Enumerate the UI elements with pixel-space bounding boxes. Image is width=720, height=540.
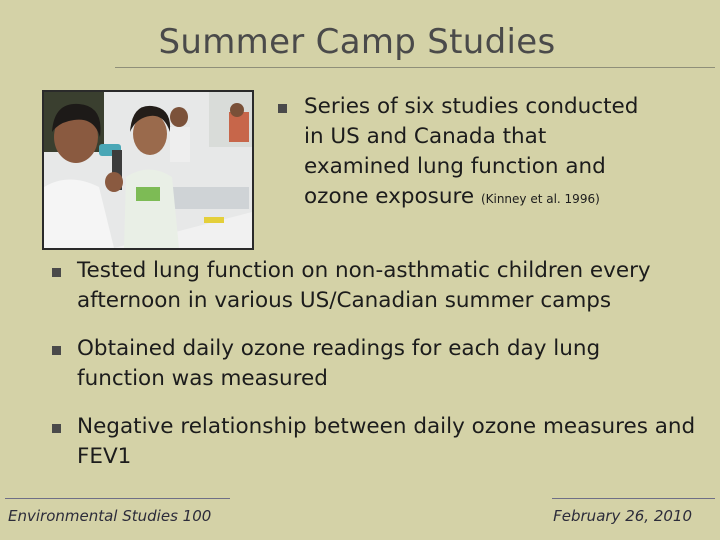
bullet-marker-4 (52, 424, 61, 433)
bullet-1-text: Series of six studies conducted in US and Canada that examined lung function and ozone exposure (304, 94, 639, 209)
photo-illustration (44, 92, 252, 248)
bullet-marker-1 (278, 104, 287, 113)
bullet-text-3: Obtained daily ozone readings for each day lung function was measured (77, 336, 601, 391)
footer-divider-left (5, 498, 230, 499)
title-divider (115, 67, 715, 68)
footer-course: Environmental Studies 100 (8, 507, 212, 525)
bullet-marker-3 (52, 346, 61, 355)
bullet-text-1 (304, 92, 644, 214)
footer-divider-right (552, 498, 715, 499)
slide-title: Summer Camp Studies (158, 22, 556, 62)
bullet-marker-2 (52, 268, 61, 277)
camp-photo (42, 90, 254, 250)
bullet-1-citation: (Kinney et al. 1996) (480, 192, 600, 206)
bullet-text-4: Negative relationship between daily ozone measures and FEV1 (77, 414, 696, 469)
footer-date: February 26, 2010 (553, 507, 692, 525)
bullet-text-2: Tested lung function on non-asthmatic children every afternoon in various US/Canadian summer camps (77, 258, 651, 313)
